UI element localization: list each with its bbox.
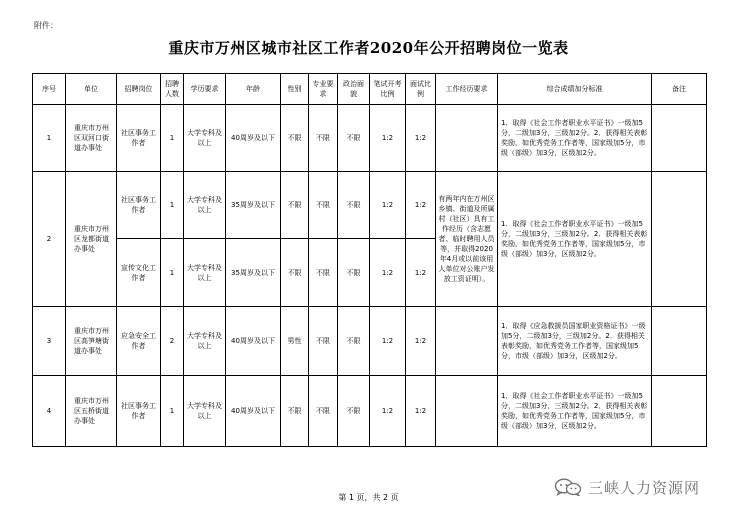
cell-education: 大学专科及以上 — [184, 105, 226, 172]
header-interview-ratio: 面试比例 — [406, 74, 436, 105]
cell-gender: 男性 — [281, 306, 309, 375]
cell-exam-ratio: 1:2 — [370, 306, 406, 375]
cell-bonus: 1．取得《应急救援员国家职业资格证书》一级加5分，二级加3分，三级加2分。2．获得相关表彰奖励，如优秀党务工作者等，国家级加5分，市级（部级）加3分，区级加2分。 — [498, 306, 652, 375]
cell-post: 社区事务工作者 — [117, 172, 161, 239]
cell-remarks — [652, 306, 707, 375]
cell-interview-ratio: 1:2 — [406, 375, 436, 446]
cell-seq: 1 — [33, 105, 66, 172]
cell-gender: 不限 — [281, 239, 309, 307]
cell-major: 不限 — [309, 172, 338, 239]
cell-education: 大学专科及以上 — [184, 172, 226, 239]
cell-experience — [436, 306, 498, 375]
header-gender: 性别 — [281, 74, 309, 105]
header-age: 年龄 — [226, 74, 281, 105]
table-header-row — [33, 74, 707, 105]
cell-age: 40周岁及以下 — [226, 306, 281, 375]
table-row — [33, 375, 707, 446]
cell-major: 不限 — [309, 375, 338, 446]
cell-seq: 2 — [33, 172, 66, 307]
cell-exam-ratio: 1:2 — [370, 239, 406, 307]
cell-remarks — [652, 105, 707, 172]
cell-count: 1 — [161, 172, 184, 239]
cell-major: 不限 — [309, 105, 338, 172]
cell-gender: 不限 — [281, 105, 309, 172]
cell-unit: 重庆市万州区双河口街道办事处 — [66, 105, 117, 172]
header-experience: 工作经历要求 — [436, 74, 498, 105]
cell-post: 宣传文化工作者 — [117, 239, 161, 307]
cell-unit: 重庆市万州区高笋塘街道办事处 — [66, 306, 117, 375]
cell-experience — [436, 105, 498, 172]
cell-post: 应急安全工作者 — [117, 306, 161, 375]
positions-table — [32, 73, 707, 447]
page-footer: 第 1 页，共 2 页 — [338, 493, 399, 502]
header-remarks: 备注 — [652, 74, 707, 105]
cell-count: 2 — [161, 306, 184, 375]
cell-interview-ratio: 1:2 — [406, 306, 436, 375]
cell-bonus: 1．取得《社会工作者职业水平证书》一级加5分，二级加3分，三级加2分。2．获得相关表彰奖励，如优秀党务工作者等，国家级加5分，市级（部级）加3分，区级加2分。 — [498, 375, 652, 446]
cell-experience: 有两年内在万州区乡镇、街道及所属村（社区）具有工作经历（含志愿者、临时聘用人员等，并取得2020年4月或以前该用人单位对公账户发放工资证明）。 — [436, 172, 498, 307]
cell-interview-ratio: 1:2 — [406, 239, 436, 307]
cell-politics: 不限 — [338, 105, 370, 172]
cell-education: 大学专科及以上 — [184, 306, 226, 375]
cell-unit: 重庆市万州区龙都街道办事处 — [66, 172, 117, 307]
cell-education: 大学专科及以上 — [184, 239, 226, 307]
cell-gender: 不限 — [281, 375, 309, 446]
header-major: 专业要求 — [309, 74, 338, 105]
header-seq: 序号 — [33, 74, 66, 105]
cell-bonus: 1．取得《社会工作者职业水平证书》一级加5分，二级加3分，三级加2分。2．获得相关表彰奖励，如优秀党务工作者等，国家级加5分，市级（部级）加3分，区级加2分。 — [498, 172, 652, 307]
watermark-text: 三峡人力资源网 — [588, 478, 701, 497]
cell-politics: 不限 — [338, 172, 370, 239]
attachment-label: 附件： — [34, 21, 58, 30]
cell-seq: 4 — [33, 375, 66, 446]
cell-seq: 3 — [33, 306, 66, 375]
cell-unit: 重庆市万州区五桥街道办事处 — [66, 375, 117, 446]
cell-age: 35周岁及以下 — [226, 172, 281, 239]
cell-exam-ratio: 1:2 — [370, 375, 406, 446]
table-row — [33, 172, 707, 239]
cell-politics: 不限 — [338, 375, 370, 446]
cell-age: 40周岁及以下 — [226, 105, 281, 172]
cell-count: 1 — [161, 239, 184, 307]
table-row — [33, 306, 707, 375]
cell-politics: 不限 — [338, 306, 370, 375]
cell-politics: 不限 — [338, 239, 370, 307]
cell-bonus: 1．取得《社会工作者职业水平证书》一级加5分，二级加3分，三级加2分。2．获得相关表彰奖励，如优秀党务工作者等，国家级加5分，市级（部级）加3分，区级加2分。 — [498, 105, 652, 172]
cell-age: 40周岁及以下 — [226, 375, 281, 446]
cell-post: 社区事务工作者 — [117, 105, 161, 172]
header-education: 学历要求 — [184, 74, 226, 105]
header-politics: 政治面貌 — [338, 74, 370, 105]
cell-count: 1 — [161, 105, 184, 172]
cell-exam-ratio: 1:2 — [370, 172, 406, 239]
cell-interview-ratio: 1:2 — [406, 172, 436, 239]
cell-interview-ratio: 1:2 — [406, 105, 436, 172]
header-unit: 单位 — [66, 74, 117, 105]
cell-major: 不限 — [309, 306, 338, 375]
cell-post: 社区事务工作者 — [117, 375, 161, 446]
cell-experience — [436, 375, 498, 446]
cell-remarks — [652, 172, 707, 307]
page-title: 重庆市万州区城市社区工作者2020年公开招聘岗位一览表 — [168, 39, 569, 57]
header-bonus: 综合成绩加分标准 — [498, 74, 652, 105]
cell-age: 35周岁及以下 — [226, 239, 281, 307]
header-post: 招聘岗位 — [117, 74, 161, 105]
header-exam-ratio: 笔试开考比例 — [370, 74, 406, 105]
cell-remarks — [652, 375, 707, 446]
cell-major: 不限 — [309, 239, 338, 307]
cell-exam-ratio: 1:2 — [370, 105, 406, 172]
cell-education: 大学专科及以上 — [184, 375, 226, 446]
cell-gender: 不限 — [281, 172, 309, 239]
cell-count: 1 — [161, 375, 184, 446]
header-count: 招聘人数 — [161, 74, 184, 105]
table-row — [33, 105, 707, 172]
